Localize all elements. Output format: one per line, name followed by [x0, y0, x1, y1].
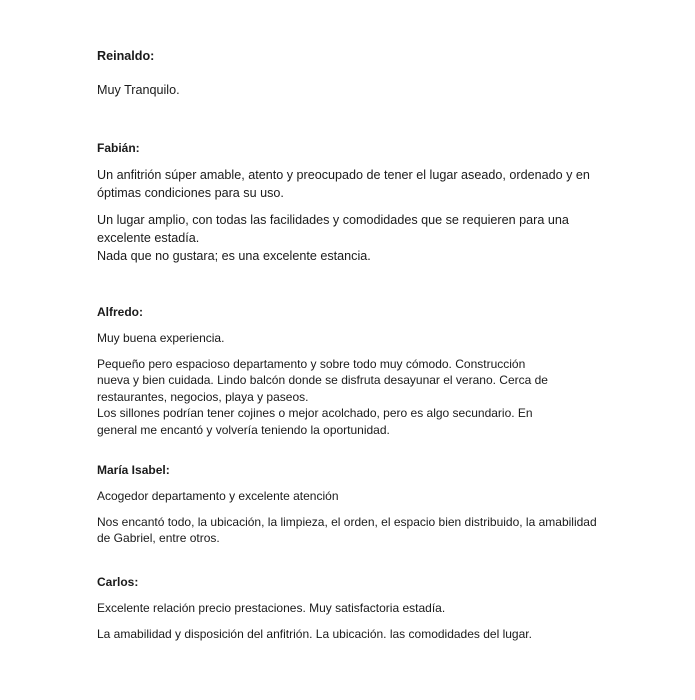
review-fabian — [97, 140, 592, 265]
review-text: La amabilidad y disposición del anfitrión. La ubicación. las comodidades del lugar. — [97, 626, 532, 641]
review-reinaldo — [97, 48, 597, 99]
reviewer-name: Fabián: — [97, 141, 140, 155]
review-text: Excelente relación precio prestaciones. Muy satisfactoria estadía. — [97, 601, 446, 615]
review-text: Pequeño pero espacioso departamento y sobre todo muy cómodo. Construcción nueva y bien cuidada. Lindo balcón donde se disfruta desayunar el verano. Cerca de restaurantes, negocios, playa y paseos. — [97, 356, 548, 404]
reviewer-name: Alfredo: — [97, 305, 143, 319]
review-text: Acogedor departamento y excelente atención — [97, 489, 339, 503]
review-text: Un lugar amplio, con todas las facilidades y comodidades que se requieren para una excelente estadía. — [97, 213, 569, 245]
review-maria-isabel — [97, 462, 597, 547]
review-text: Un anfitrión súper amable, atento y preocupado de tener el lugar aseado, ordenado y en óptimas condiciones para su uso. — [97, 168, 590, 200]
review-carlos — [97, 574, 597, 642]
reviewer-name: Carlos: — [97, 575, 139, 589]
review-text: Muy buena experiencia. — [97, 331, 225, 345]
reviewer-name: María Isabel: — [97, 463, 170, 477]
review-text: Nos encantó todo, la ubicación, la limpieza, el orden, el espacio bien distribuido, la amabilidad de Gabriel, entre otros. — [97, 514, 597, 545]
reviewer-name: Reinaldo: — [97, 49, 155, 63]
review-alfredo — [97, 304, 552, 438]
review-text: Muy Tranquilo. — [97, 83, 180, 97]
review-text: Los sillones podrían tener cojines o mejor acolchado, pero es algo secundario. En general me encantó y volvería teniendo la oportunidad. — [97, 406, 533, 437]
review-text: Nada que no gustara; es una excelente estancia. — [97, 249, 371, 263]
